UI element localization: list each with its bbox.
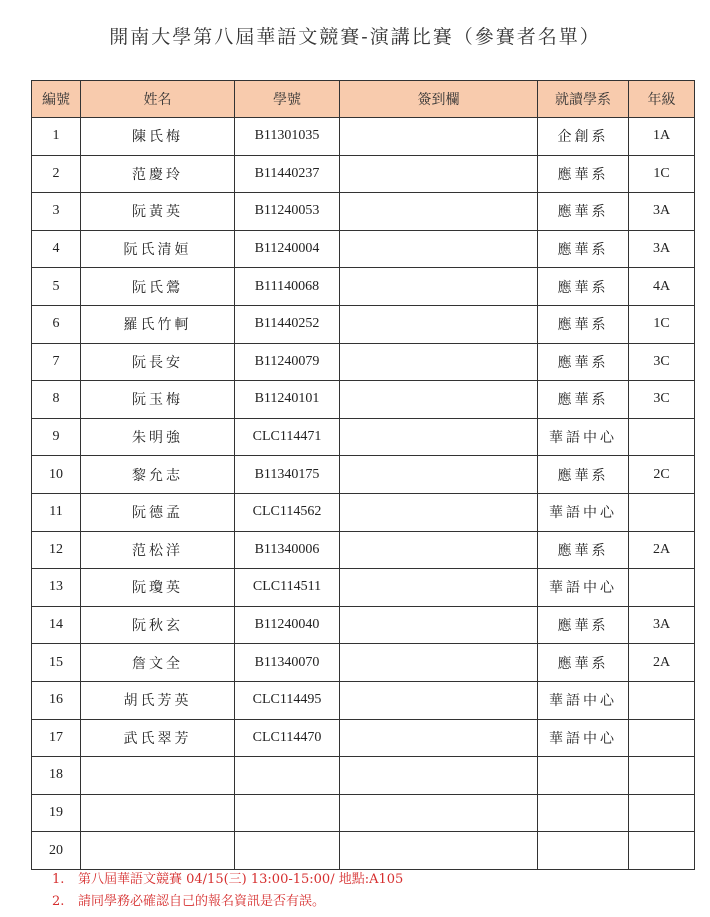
cell-grade: 3C — [629, 381, 695, 419]
cell-sign[interactable] — [340, 456, 538, 494]
cell-department: 應華系 — [538, 230, 629, 268]
table-row — [32, 418, 695, 456]
cell-sign[interactable] — [340, 644, 538, 682]
cell-grade: 2A — [629, 531, 695, 569]
note-item — [52, 891, 403, 913]
cell-grade: 1A — [629, 118, 695, 156]
cell-no: 9 — [32, 418, 81, 456]
cell-grade — [629, 569, 695, 607]
cell-sign[interactable] — [340, 193, 538, 231]
cell-name: 阮黃英 — [81, 193, 235, 231]
cell-no: 19 — [32, 794, 81, 832]
table-row — [32, 305, 695, 343]
participant-table — [31, 80, 695, 870]
cell-student-id: B11340070 — [235, 644, 340, 682]
cell-department: 華語中心 — [538, 418, 629, 456]
cell-sign[interactable] — [340, 832, 538, 870]
cell-no: 2 — [32, 155, 81, 193]
cell-no: 13 — [32, 569, 81, 607]
header-no: 編號 — [32, 81, 81, 118]
cell-name: 范松洋 — [81, 531, 235, 569]
cell-no: 1 — [32, 118, 81, 156]
table-row — [32, 343, 695, 381]
cell-name — [81, 757, 235, 795]
cell-name: 阮秋玄 — [81, 606, 235, 644]
cell-grade: 3A — [629, 193, 695, 231]
cell-no: 15 — [32, 644, 81, 682]
cell-grade: 1C — [629, 155, 695, 193]
cell-name: 朱明強 — [81, 418, 235, 456]
cell-no: 8 — [32, 381, 81, 419]
cell-student-id: B11340175 — [235, 456, 340, 494]
cell-grade: 3A — [629, 606, 695, 644]
cell-name: 胡氏芳英 — [81, 681, 235, 719]
cell-sign[interactable] — [340, 305, 538, 343]
cell-department: 應華系 — [538, 644, 629, 682]
table-row — [32, 493, 695, 531]
header-department: 就讀學系 — [538, 81, 629, 118]
document-title: 開南大學第八屆華語文競賽-演講比賽（參賽者名單） — [109, 26, 601, 48]
cell-student-id: B11240053 — [235, 193, 340, 231]
cell-department: 應華系 — [538, 305, 629, 343]
cell-grade — [629, 794, 695, 832]
cell-name: 阮玉梅 — [81, 381, 235, 419]
cell-name: 詹文全 — [81, 644, 235, 682]
cell-student-id: B11240004 — [235, 230, 340, 268]
cell-no: 11 — [32, 493, 81, 531]
cell-department: 華語中心 — [538, 719, 629, 757]
cell-grade: 3C — [629, 343, 695, 381]
table-row — [32, 644, 695, 682]
header-name: 姓名 — [81, 81, 235, 118]
cell-student-id: B11340006 — [235, 531, 340, 569]
cell-name: 阮長安 — [81, 343, 235, 381]
note-text: 第八屆華語文競賽 04/15(三) 13:00-15:00/ 地點:A105 — [78, 872, 404, 887]
cell-no: 16 — [32, 681, 81, 719]
cell-department: 應華系 — [538, 193, 629, 231]
table-row — [32, 569, 695, 607]
cell-no: 4 — [32, 230, 81, 268]
cell-department: 應華系 — [538, 531, 629, 569]
note-number: 2. — [52, 894, 65, 909]
cell-sign[interactable] — [340, 757, 538, 795]
cell-department: 應華系 — [538, 268, 629, 306]
cell-student-id: CLC114495 — [235, 681, 340, 719]
cell-sign[interactable] — [340, 230, 538, 268]
cell-name: 阮氏鶯 — [81, 268, 235, 306]
table-row — [32, 606, 695, 644]
cell-name: 羅氏竹軻 — [81, 305, 235, 343]
notes — [52, 869, 403, 913]
cell-no: 10 — [32, 456, 81, 494]
cell-sign[interactable] — [340, 493, 538, 531]
cell-student-id: CLC114470 — [235, 719, 340, 757]
cell-student-id: B11240079 — [235, 343, 340, 381]
table-row — [32, 719, 695, 757]
cell-department: 華語中心 — [538, 681, 629, 719]
table-row — [32, 757, 695, 795]
cell-no: 7 — [32, 343, 81, 381]
table-row — [32, 268, 695, 306]
cell-student-id: CLC114511 — [235, 569, 340, 607]
cell-sign[interactable] — [340, 155, 538, 193]
header-student-id: 學號 — [235, 81, 340, 118]
cell-grade: 3A — [629, 230, 695, 268]
cell-no: 3 — [32, 193, 81, 231]
note-text: 請同學務必確認自己的報名資訊是否有誤。 — [78, 894, 326, 909]
cell-department: 應華系 — [538, 381, 629, 419]
cell-student-id: B11140068 — [235, 268, 340, 306]
cell-grade — [629, 493, 695, 531]
cell-grade — [629, 719, 695, 757]
cell-name: 阮氏清姮 — [81, 230, 235, 268]
cell-no: 20 — [32, 832, 81, 870]
table-row — [32, 193, 695, 231]
table-row — [32, 794, 695, 832]
cell-no: 18 — [32, 757, 81, 795]
cell-grade: 4A — [629, 268, 695, 306]
cell-sign[interactable] — [340, 118, 538, 156]
note-number: 1. — [52, 872, 65, 887]
cell-student-id: B11240101 — [235, 381, 340, 419]
cell-student-id: B11440237 — [235, 155, 340, 193]
cell-sign[interactable] — [340, 531, 538, 569]
cell-sign[interactable] — [340, 381, 538, 419]
cell-no: 12 — [32, 531, 81, 569]
cell-grade: 2A — [629, 644, 695, 682]
table-row — [32, 118, 695, 156]
table-row — [32, 531, 695, 569]
table-row — [32, 456, 695, 494]
cell-student-id — [235, 794, 340, 832]
cell-grade — [629, 757, 695, 795]
cell-grade — [629, 681, 695, 719]
cell-department: 華語中心 — [538, 569, 629, 607]
cell-department: 應華系 — [538, 606, 629, 644]
cell-student-id: B11440252 — [235, 305, 340, 343]
cell-name: 黎允志 — [81, 456, 235, 494]
note-item — [52, 869, 403, 891]
cell-department: 應華系 — [538, 343, 629, 381]
cell-grade — [629, 418, 695, 456]
cell-grade: 1C — [629, 305, 695, 343]
cell-sign[interactable] — [340, 268, 538, 306]
cell-department: 應華系 — [538, 456, 629, 494]
cell-sign[interactable] — [340, 606, 538, 644]
cell-student-id: B11301035 — [235, 118, 340, 156]
cell-no: 17 — [32, 719, 81, 757]
cell-student-id: B11240040 — [235, 606, 340, 644]
cell-sign[interactable] — [340, 343, 538, 381]
table-header-row — [32, 81, 695, 118]
cell-grade: 2C — [629, 456, 695, 494]
cell-no: 14 — [32, 606, 81, 644]
cell-department — [538, 794, 629, 832]
cell-department — [538, 757, 629, 795]
table-row — [32, 155, 695, 193]
cell-name — [81, 794, 235, 832]
cell-department — [538, 832, 629, 870]
cell-student-id — [235, 832, 340, 870]
table-row — [32, 381, 695, 419]
table-body — [32, 118, 695, 870]
cell-student-id — [235, 757, 340, 795]
cell-name: 阮瓊英 — [81, 569, 235, 607]
cell-sign[interactable] — [340, 418, 538, 456]
cell-grade — [629, 832, 695, 870]
table-row — [32, 681, 695, 719]
cell-no: 6 — [32, 305, 81, 343]
header-sign: 簽到欄 — [340, 81, 538, 118]
table-row — [32, 832, 695, 870]
cell-department: 應華系 — [538, 155, 629, 193]
cell-department: 企創系 — [538, 118, 629, 156]
cell-name: 范慶玲 — [81, 155, 235, 193]
cell-sign[interactable] — [340, 794, 538, 832]
cell-name — [81, 832, 235, 870]
cell-name: 武氏翠芳 — [81, 719, 235, 757]
cell-sign[interactable] — [340, 569, 538, 607]
table-row — [32, 230, 695, 268]
cell-student-id: CLC114562 — [235, 493, 340, 531]
cell-no: 5 — [32, 268, 81, 306]
cell-sign[interactable] — [340, 681, 538, 719]
cell-name: 陳氏梅 — [81, 118, 235, 156]
cell-sign[interactable] — [340, 719, 538, 757]
cell-name: 阮德孟 — [81, 493, 235, 531]
header-grade: 年級 — [629, 81, 695, 118]
cell-department: 華語中心 — [538, 493, 629, 531]
cell-student-id: CLC114471 — [235, 418, 340, 456]
